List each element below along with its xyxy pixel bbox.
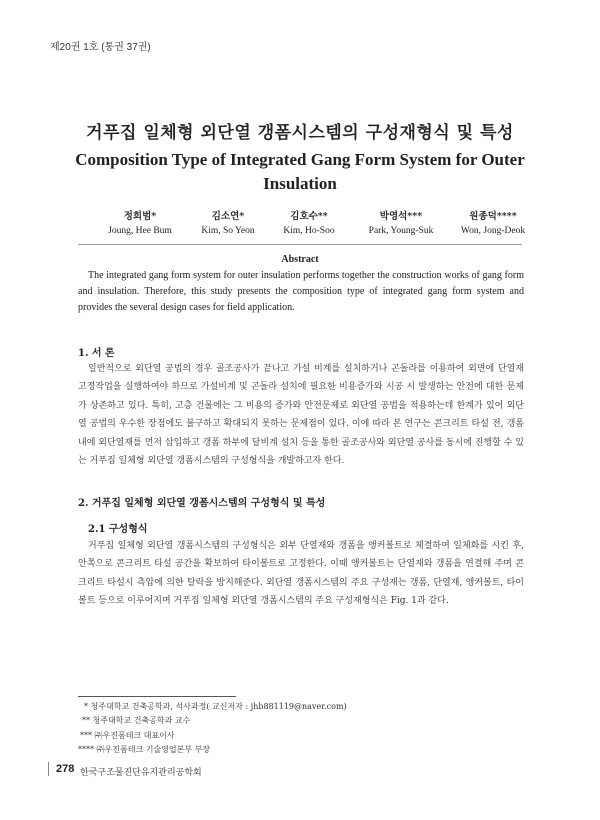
journal-name: 한국구조물진단유지관리공학회: [80, 767, 202, 777]
subsection-2-1-heading: 2.1 구성형식: [88, 524, 148, 535]
subsection-2-1-body: [78, 537, 524, 611]
page-number: 278: [56, 763, 75, 775]
author-name-ko: 김호수**: [290, 211, 328, 222]
author-name-ko: 정희범*: [123, 211, 157, 222]
footnote-3: *** ㈜우진폼테크 대표이사: [80, 730, 175, 740]
author-name-en: Joung, Hee Bum: [108, 226, 172, 236]
subsection-2-1-text: 거푸집 일체형 외단열 갱폼시스템의 구성형식은 외부 단열재와 갱폼을 앵커볼트로 체결하여 일체화를 시킨 후, 안쪽으로 콘크리트 타설 공간을 확보하여 타이볼트로 고정한다. 이때 앵커볼트는 단열재와 갱폼을 연결해 주며 콘크리트 타설시 측압에 의한 탈락을 방지해준다. 외단열 갱폼시스템의 주요 구성재는 갱폼, 단열재, 앵커볼트, 타이볼트 등으로 이루어지며 거푸집 일체형 외단열 갱폼시스템의 주요 구성재형식은 Fig. 1과 같다.: [78, 541, 524, 607]
title-english: Composition Type of Integrated Gang Form System for Outer Insulation: [75, 150, 525, 193]
author-name-en: Kim, Ho-Soo: [283, 226, 335, 236]
author-2: [188, 208, 268, 236]
section-2-heading: 2. 거푸집 일체형 외단열 갱폼시스템의 구성형식 및 특성: [78, 498, 326, 509]
abstract-heading: Abstract: [281, 254, 319, 265]
footnote-2: ** 청주대학교 건축공학과 교수: [82, 716, 191, 726]
author-name-en: Kim, So Yeon: [201, 226, 255, 236]
section-1-heading: 1. 서 론: [78, 348, 115, 359]
author-name-ko: 박영석***: [379, 211, 423, 222]
footnote-4: **** ㈜우진폼테크 기술영업본부 부장: [78, 745, 211, 755]
footer-bar: [48, 762, 49, 776]
author-name-ko: 김소연*: [211, 211, 245, 222]
author-5: [448, 208, 538, 236]
author-name-en: Park, Young-Suk: [368, 226, 434, 236]
footnotes: [78, 700, 518, 758]
title-korean: 거푸집 일체형 외단열 갱폼시스템의 구성재형식 및 특성: [86, 123, 514, 143]
divider: [78, 244, 522, 245]
author-name-en: Won, Jong-Deok: [460, 226, 526, 236]
author-3: [268, 208, 350, 236]
journal-issue: 제20권 1호 (통권 37권): [50, 42, 151, 53]
section-1-body: [78, 360, 524, 470]
footnote-rule: [78, 696, 236, 697]
author-name-ko: 원종덕****: [469, 211, 517, 222]
abstract-text: The integrated gang form system for outer insulation performs together the construction works of gang form and insulation. Therefore, this study presents the composition type of integrated gang form system and provides the several design cases for field application.: [78, 270, 524, 313]
section-1-text: 일반적으로 외단열 공법의 경우 골조공사가 끝나고 가설 비계를 설치하거나 곤돌라를 이용하여 외면에 단열재 고정작업을 실행하여야 하므로 가설비계 및 곤돌라 설치에 필요한 비용증가와 시공 시 발생하는 안전에 대한 문제가 상존하고 있다. 특히, 고층 건물에는 그 비용의 증가와 안전문제로 외단열 공법을 적용하는데 한계가 있어 외단열 공법의 우수한 장점에도 불구하고 확대되지 못하는 문제점이 있다. 이에 따라 본 연구는 콘크리트 타설 전, 갱폼 내에 외단열재를 먼저 삽입하고 갱폼 하부에 달비계 설치 등을 통한 골조공사와 외단열 공사를 동시에 진행할 수 있는 거푸집 일체형 외단열 갱폼시스템의 구성형식을 개발하고자 한다.: [78, 364, 524, 467]
footnote-1: * 청주대학교 건축공학과, 석사과정( 교신저자 : jhb881119@naver.com): [84, 702, 347, 711]
author-1: [100, 208, 180, 236]
abstract-body: [78, 268, 524, 316]
author-4: [354, 208, 448, 236]
